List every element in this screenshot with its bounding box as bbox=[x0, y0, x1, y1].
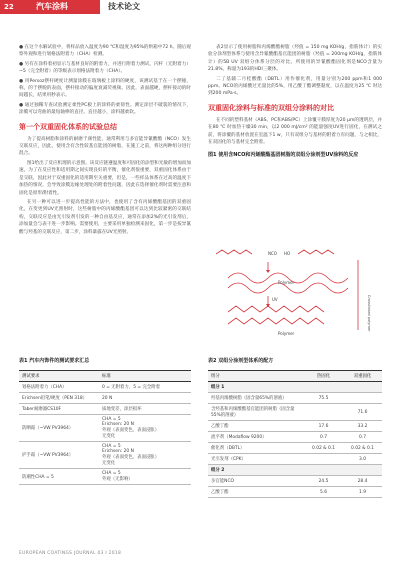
bullet-paragraph: ● 通过独稀专查试验测定柔性PC板上的涂料的柔韧性。测定涂层不破裂的情况下，涂膜可以弯曲的最短轴棒的直径。直径越小，涂料越柔软。 bbox=[19, 102, 192, 116]
table-row bbox=[208, 404, 382, 421]
table2-header-col2: 热固化 bbox=[304, 371, 343, 382]
table-cell: 3.0 bbox=[343, 454, 382, 465]
side-label: Crosslinked polymer bbox=[367, 295, 371, 332]
table-cell: 5.6 bbox=[304, 487, 343, 498]
table1 bbox=[19, 370, 191, 485]
table-row bbox=[19, 415, 191, 442]
table-cell: CHA = 5 Erichsen: 20 N 外观（表面变色，表面浸胀） 无变化 bbox=[99, 415, 191, 442]
bullet-paragraph: ● 用Persoz摆杆硬度计测量涂膜在玻璃板上涂料的硬度，该测试基于在一个摆锤，称，的于摆脱的表面，摆杆接动的偏度衰减荧视频。因此，表面越硬，摆杆接动的时间越长，结果用秒表示。 bbox=[19, 78, 191, 99]
table-row bbox=[208, 476, 382, 487]
table-cell: 17.6 bbox=[304, 421, 343, 432]
body-paragraph: 图1给出了反应机理的示意图。该反应链遵温度和可固化的添型和光敏的增加而加速，为了在反应性和适用期之间实现良好的平衡，催化剂很重要，双重固化体系由于是交联，因此对于双重固化的适用期至关重要，但是，一些样品体系在过高的温度下加热的情况，会导致涂膜边缘处理处的附着性问题，因此在选择催化剂时需要注意和固化是原形/附着性。 bbox=[19, 160, 191, 196]
table-cell: 多官能NCO bbox=[208, 476, 304, 487]
table-cell: 质地变差，涂层损坏 bbox=[99, 404, 191, 415]
table-row bbox=[19, 393, 191, 404]
label-ho: HO bbox=[284, 251, 291, 256]
label-uv: UV bbox=[272, 297, 278, 302]
table2-header-col3: 双重固化 bbox=[343, 371, 382, 382]
reaction-diagram bbox=[208, 240, 382, 340]
table-cell bbox=[304, 404, 343, 421]
table-cell: 75.5 bbox=[304, 393, 343, 404]
table-row bbox=[208, 421, 382, 432]
label-polymer-bottom: Polymer bbox=[278, 331, 295, 336]
table-cell: 0.02 & 0.1 bbox=[304, 443, 343, 454]
table-row bbox=[208, 454, 382, 465]
table-section-label: 组分 1 bbox=[208, 382, 382, 393]
body-paragraph: 在不同的塑料基材（ABS、PC和ABS/PC）上涂覆干膜厚度为20 µm的透明层，并在80 ℃ 时加热干燥30 min，以2 000 mJ/cm² 的能量强度UV进行固化，在测试之前，将涂覆的基材放置在室温下1 w，只有双组分与基材的附着力有问题，与之相比，在双固化的与基材完全附着。 bbox=[208, 117, 382, 146]
body-paragraph: 二了基辅二月桂酸酯（DBTL）用作催化剂，用量分别为200 ppm和1 000 ppm。NCO的丙烯酸过光量比的5%，用乙酸丁酯调整黏度，以在温度为25 ℃ 时达到200 mPa·s。 bbox=[208, 76, 382, 97]
table-cell: 20 N bbox=[99, 393, 191, 404]
section-heading: 第一个双重固化体系的试验总结 bbox=[19, 122, 117, 131]
table-section-label: 组分 2 bbox=[208, 465, 382, 476]
bullet-paragraph: ● 另有在涂料着初显示与基材良好的附着力，并进行附着力测试，闪杆（无附着力）~5（完全附着）的等级表示划格法附着力（CHA）。 bbox=[19, 61, 191, 75]
section-heading: 双重固化涂料与标准的双组分涂料的对比 bbox=[208, 103, 334, 112]
table1-header-col1: 测试要求 bbox=[19, 371, 99, 382]
table-cell: 羟基丙烯酸树脂（固含量65%的溶液） bbox=[208, 393, 304, 404]
table-row bbox=[19, 469, 191, 485]
section-title: 汽车涂料 bbox=[34, 0, 100, 14]
page-footer: EUROPEAN COATINGS JOURNAL 03 I 2018 bbox=[19, 551, 122, 556]
table-cell bbox=[343, 393, 382, 404]
table-cell: 0 = 无附着力，5 = 完全附着 bbox=[99, 382, 191, 393]
body-paragraph: 为了提高树脂和涂料的耐磨于颜性能，通常利用与多官能异氰酸酯（NCO）发生交联反应，因此，使用含有含性较基官能团的树脂，在施工之前，将这两种组分进行混合。 bbox=[19, 136, 191, 157]
table-cell bbox=[304, 454, 343, 465]
page-header bbox=[0, 0, 400, 14]
table-cell: 0.02 & 0.1 bbox=[343, 443, 382, 454]
table2 bbox=[208, 370, 382, 498]
table-row bbox=[208, 393, 382, 404]
table-section-row bbox=[208, 382, 382, 393]
table-cell: CHA = 5 Erichsen: 20 N 外观（表面变色，表面浸胀） 无变化 bbox=[99, 442, 191, 469]
table-cell: CHA = 5 外观（无影响） bbox=[99, 469, 191, 485]
page-number: 22 bbox=[0, 0, 34, 14]
table1-title: 表1 汽车内饰件的测试要求汇总 bbox=[19, 358, 90, 364]
label-polymer: Polymer bbox=[278, 280, 295, 285]
table-cell: 护手霜（~VW PV3964） bbox=[19, 442, 99, 469]
table-row bbox=[19, 404, 191, 415]
table-cell: 划格法附着力（CHA） bbox=[19, 382, 99, 393]
table-row bbox=[208, 432, 382, 443]
left-column bbox=[19, 44, 191, 238]
subsection-title: 技术论文 bbox=[108, 2, 140, 11]
table-cell: 0.7 bbox=[304, 432, 343, 443]
table1-header-col2: 标准 bbox=[99, 371, 191, 382]
table-section-row bbox=[208, 465, 382, 476]
table-cell: 33.2 bbox=[343, 421, 382, 432]
table-cell: 乙酸丁酯 bbox=[208, 421, 304, 432]
table-cell: 1.9 bbox=[343, 487, 382, 498]
figure-caption: 图1 使用含NCO和丙烯酸酯基团树脂的双组分涂剂型UV涂料的反应 bbox=[208, 152, 359, 159]
label-nco: NCO bbox=[268, 251, 277, 256]
table-cell: 防潮性CHA = 5 bbox=[19, 469, 99, 485]
table-cell: 流平剂（Modaflow 9200） bbox=[208, 432, 304, 443]
table2-title: 表2 双组分涂剂型体系的配方 bbox=[208, 358, 274, 364]
table-cell: 防晒霜（~VW PV3964） bbox=[19, 415, 99, 442]
table-cell: 乙酸丁酯 bbox=[208, 487, 304, 498]
table-row bbox=[19, 442, 191, 469]
table-cell: Erichsen铅笔/硬度（PEN 318） bbox=[19, 393, 99, 404]
right-column bbox=[208, 44, 382, 159]
table-cell: 催化剂（DBTL） bbox=[208, 443, 304, 454]
bullet-paragraph: ● 在这个水解试验中，将样品放入温度为90 ℃和湿度为95%的烘箱中72 h。随后观察外观和进行划格法附着力（CHA）检测。 bbox=[19, 45, 191, 58]
table-row bbox=[19, 382, 191, 393]
table-cell: 24.5 bbox=[304, 476, 343, 487]
table-cell: 含羟基和丙烯酸酯基官能团的树脂（固含量55%的溶液） bbox=[208, 404, 304, 421]
table-cell: 71.6 bbox=[343, 404, 382, 421]
body-paragraph: 在另一种可以进一步提高性能的方法中，也使用了含有丙烯酸酯基团的双重固化，在变更到UV光照射时，这些树脂中的丙烯酸酯基团可以达到比较紧密的交联结构，交联反应是由光引发剂引发的一种自由基反应，通常在添加2%的光引发剂后，添加量会与表干进一步影响。需要使用，主要采用单独检测来固化，第一步是按异氰酸与羟基的交联反应，第二步，涂料暴露在UV光照射。 bbox=[19, 199, 191, 235]
table-cell: Taber耐磨器CS10F bbox=[19, 404, 99, 415]
table-row bbox=[208, 443, 382, 454]
body-paragraph: 表2显示了使用树脂和丙烯酸酯树脂（羟值 = 150 mg KOH/g，指筋体计）的实验分涂剂型体系与使用含异氰酸酯基官能团的树脂（羟值 = 200mg KOH/g，指筋体计）的5B UV 双组分体系分层的对比。所使用的异氰酸酯固化剂是NCO含量为21.8%，称量为193的HDI三聚体。 bbox=[208, 45, 382, 73]
table-cell: 0.7 bbox=[343, 432, 382, 443]
table-cell: 光引发剂（CPK） bbox=[208, 454, 304, 465]
table2-header-col1: 组分 bbox=[208, 371, 304, 382]
reaction-figure bbox=[208, 240, 382, 340]
table-row bbox=[208, 487, 382, 498]
table-cell: 28.4 bbox=[343, 476, 382, 487]
